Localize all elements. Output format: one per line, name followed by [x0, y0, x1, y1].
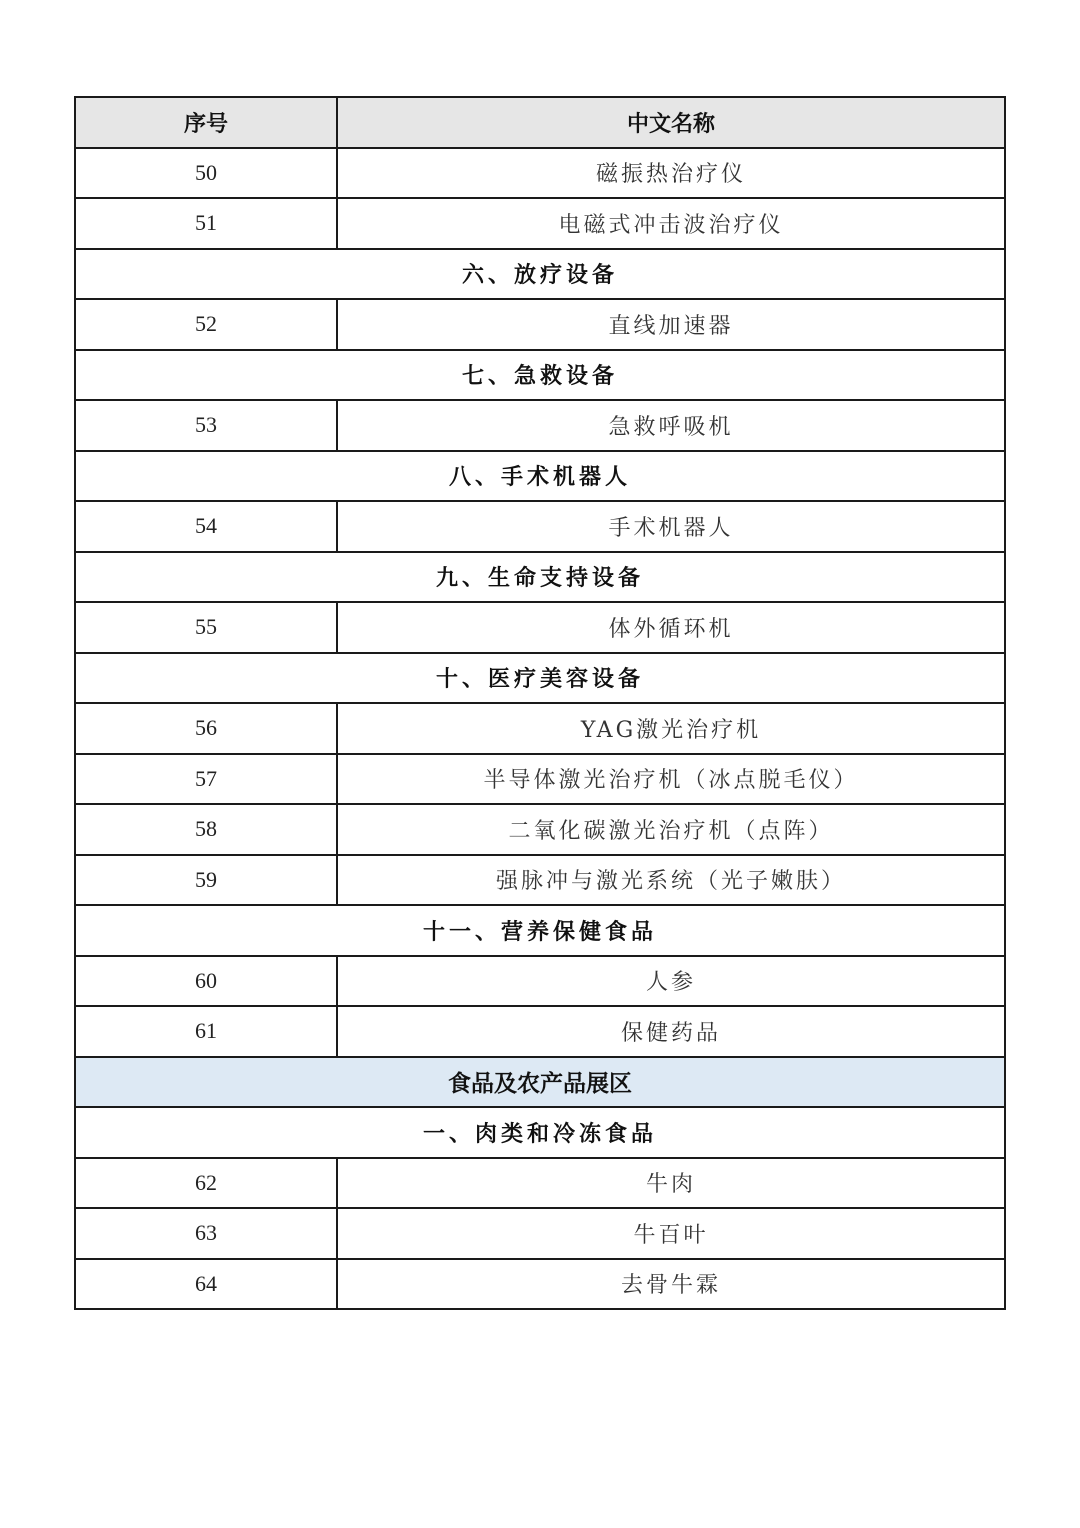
- row-name: 二氧化碳激光治疗机（点阵）: [337, 804, 1005, 855]
- row-index: 62: [75, 1158, 337, 1209]
- section-row: [75, 350, 1005, 401]
- section-row: [75, 1107, 1005, 1158]
- row-name: 半导体激光治疗机（冰点脱毛仪）: [337, 754, 1005, 805]
- row-name: YAG激光治疗机: [337, 703, 1005, 754]
- table-row: [75, 855, 1005, 906]
- section-title: 九、生命支持设备: [75, 552, 1005, 603]
- row-index: 57: [75, 754, 337, 805]
- table-header-row: [75, 97, 1005, 148]
- table-row: [75, 1259, 1005, 1310]
- row-index: 53: [75, 400, 337, 451]
- section-row: [75, 905, 1005, 956]
- row-name: 磁振热治疗仪: [337, 148, 1005, 199]
- table-row: [75, 1208, 1005, 1259]
- row-index: 58: [75, 804, 337, 855]
- table-row: [75, 148, 1005, 199]
- row-index: 54: [75, 501, 337, 552]
- table-row: [75, 804, 1005, 855]
- row-name: 急救呼吸机: [337, 400, 1005, 451]
- section-row: [75, 451, 1005, 502]
- section-title: 十一、营养保健食品: [75, 905, 1005, 956]
- row-index: 59: [75, 855, 337, 906]
- row-index: 52: [75, 299, 337, 350]
- product-table: [74, 96, 1006, 1310]
- table-row: [75, 1006, 1005, 1057]
- row-index: 56: [75, 703, 337, 754]
- header-chinese-name: 中文名称: [337, 97, 1005, 148]
- table-row: [75, 956, 1005, 1007]
- row-name: 手术机器人: [337, 501, 1005, 552]
- table-row: [75, 1158, 1005, 1209]
- row-index: 63: [75, 1208, 337, 1259]
- table-row: [75, 198, 1005, 249]
- table-row: [75, 501, 1005, 552]
- section-row: [75, 653, 1005, 704]
- row-index: 60: [75, 956, 337, 1007]
- row-name: 保健药品: [337, 1006, 1005, 1057]
- section-title: 七、急救设备: [75, 350, 1005, 401]
- row-index: 55: [75, 602, 337, 653]
- section-row: [75, 249, 1005, 300]
- section-title: 十、医疗美容设备: [75, 653, 1005, 704]
- row-name: 电磁式冲击波治疗仪: [337, 198, 1005, 249]
- section-title: 八、手术机器人: [75, 451, 1005, 502]
- table-row: [75, 754, 1005, 805]
- section-title: 六、放疗设备: [75, 249, 1005, 300]
- table-row: [75, 703, 1005, 754]
- zone-title: 食品及农产品展区: [75, 1057, 1005, 1108]
- section-row: [75, 552, 1005, 603]
- table-row: [75, 299, 1005, 350]
- row-name: 牛肉: [337, 1158, 1005, 1209]
- row-name: 直线加速器: [337, 299, 1005, 350]
- table-row: [75, 400, 1005, 451]
- table-row: [75, 602, 1005, 653]
- row-name: 人参: [337, 956, 1005, 1007]
- header-index: 序号: [75, 97, 337, 148]
- row-index: 61: [75, 1006, 337, 1057]
- zone-row: [75, 1057, 1005, 1108]
- row-index: 51: [75, 198, 337, 249]
- row-name: 去骨牛霖: [337, 1259, 1005, 1310]
- row-name: 体外循环机: [337, 602, 1005, 653]
- section-title: 一、肉类和冷冻食品: [75, 1107, 1005, 1158]
- row-index: 50: [75, 148, 337, 199]
- row-name: 牛百叶: [337, 1208, 1005, 1259]
- row-index: 64: [75, 1259, 337, 1310]
- row-name: 强脉冲与激光系统（光子嫩肤）: [337, 855, 1005, 906]
